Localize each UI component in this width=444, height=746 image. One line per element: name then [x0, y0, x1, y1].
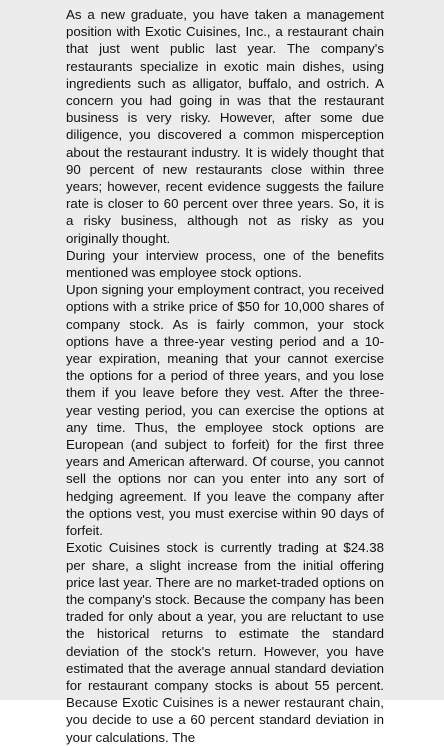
document-text — [66, 6, 384, 746]
paragraph-interview: During your interview process, one of the benefits mentioned was employee stock options. — [66, 247, 384, 281]
paragraph-stock-options: Upon signing your employment contract, you received options with a strike price of $50 for 10,000 shares of company stock. As is fairly common, your stock options have a three-year vesting period and a 10-year expiration, meaning that your cannot exercise the options for a period of three years, and you lose them if you leave before they vest. After the three-year vesting period, you can exercise the options at any time. Thus, the employee stock options are European (and subject to forfeit) for the first three years and American afterward. Of course, you cannot sell the options nor can you enter into any sort of hedging agreement. If you leave the company after the options vest, you must exercise within 90 days of forfeit. — [66, 282, 384, 539]
paragraph-intro: As a new graduate, you have taken a management position with Exotic Cuisines, Inc., a restaurant chain that just went public last year. The company's restaurants specialize in exotic main dishes, using ingredients such as alligator, buffalo, and ostrich. A concern you had going in was that the restaurant business is very risky. However, after some due diligence, you discovered a common misperception about the restaurant industry. It is widely thought that 90 percent of new restaurants close within three years; however, recent evidence suggests the failure rate is closer to 60 percent over three years. So, it is a risky business, although not as risky as you originally thought. — [66, 7, 384, 246]
paragraph-stock-price: Exotic Cuisines stock is currently trading at $24.38 per share, a slight increase from the initial offering price last year. There are no market-traded options on the company's stock. Because the company has been traded for only about a year, you are reluctant to use the historical returns to estimate the standard deviation of the stock's return. However, you have estimated that the average annual standard deviation for restaurant company stocks is about 55 percent. Because Exotic Cuisines is a newer restaurant chain, you decide to use a 60 percent standard deviation in your calculations. The — [66, 540, 384, 745]
